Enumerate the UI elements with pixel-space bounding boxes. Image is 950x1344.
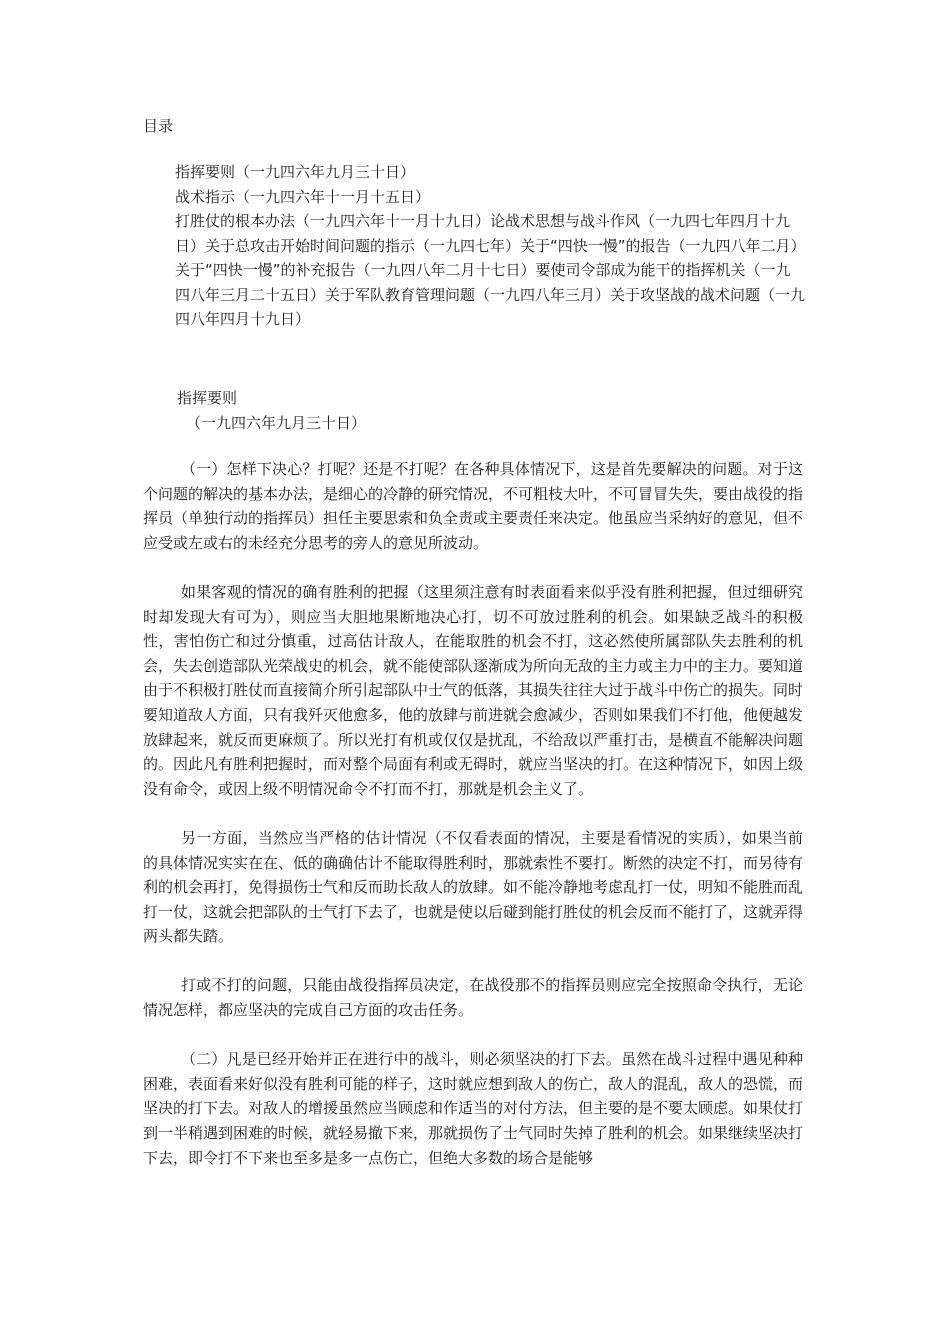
toc-heading: 目录 bbox=[143, 117, 174, 135]
section-body bbox=[143, 457, 803, 1195]
paragraph: 打或不打的问题，只能由战役指挥员决定，在战役那不的指挥员则应完全按照命令执行，无论情况怎样，都应坚决的完成自己方面的攻击任务。 bbox=[143, 976, 803, 1020]
paragraph: 如果客观的情况的确有胜利的把握（这里须注意有时表面看来似乎没有胜利把握，但过细研究时却发现大有可为），则应当大胆地果断地决心打，切不可放过胜利的机会。如果缺乏战斗的积极性，害怕伤亡和过分慎重，过高估计敌人，在能取胜的机会不打，这必然使所属部队失去胜利的机会，失去创造部队光荣战史的机会，就不能使部队逐渐成为所向无敌的主力或主力中的主力。要知道由于不积极打胜仗而直接简介所引起部队中士气的低落，其损失往往大过于战斗中伤亡的损失。同时要知道敌人方面，只有我歼灭他愈多，他的放肆与前进就会愈减少，否则如果我们不打他，他便越发放肆起来，就反而更麻烦了。所以光打有机或仅仅是扰乱，不给敌以严重打击，是横直不能解决问题的。因此凡有胜利把握时，而对整个局面有利或无碍时，就应当坚决的打。在这种情况下，如因上级没有命令，或因上级不明情况命令不打而不打，那就是机会主义了。 bbox=[143, 582, 804, 798]
paragraph: （一）怎样下决心？打呢？还是不打呢？在各种具体情况下，这是首先要解决的问题。对于这个问题的解决的基本办法，是细心的冷静的研究情况，不可粗枝大叶，不可冒冒失失，要由战役的指挥员（单独行动的指挥员）担任主要思索和负全责或主要责任来决定。他虽应当采纳好的意见，但不应受或左或右的未经充分思考的旁人的意见所波动。 bbox=[143, 460, 804, 552]
toc-entry: 战术指示（一九四六年十一月十五日） bbox=[175, 187, 431, 206]
paragraph: 另一方面，当然应当严格的估计情况（不仅看表面的情况，主要是看情况的实质），如果当前的具体情况实实在在、低的确确估计不能取得胜利时，那就索性不要打。断然的决定不打，而另待有利的机会再打，免得损伤士气和反而助长敌人的放肆。如不能冷静地考虑乱打一仗，明知不能胜而乱打一仗，这就会把部队的士气打下去了，也就是使以后碰到能打胜仗的机会反而不能打了，这就弄得两头都失踏。 bbox=[143, 828, 804, 946]
toc-entry: 指挥要则（一九四六年九月三十日） bbox=[175, 163, 416, 181]
section-title: 指挥要则 bbox=[177, 389, 238, 407]
toc-list bbox=[175, 160, 805, 332]
toc-entry: 打胜仗的根本办法（一九四六年十一月十九日）论战术思想与战斗作风（一九四七年四月十九日）关于总攻击开始时间问题的指示（一九四七年）关于“四快一慢”的报告（一九四八年二月）关于“四快一慢”的补充报告（一九四八年二月十七日）要使司令部成为能干的指挥机关（一九四八年三月二十五日）关于军队教育管理问题（一九四八年三月）关于攻坚战的战术问题（一九四八年四月十九日） bbox=[175, 212, 806, 328]
section-date: （一九四六年九月三十日） bbox=[186, 414, 367, 432]
paragraph: （二）凡是已经开始并正在进行中的战斗，则必须坚决的打下去。虽然在战斗过程中遇见种种困难，表面看来好似没有胜利可能的样子，这时就应想到敌人的伤亡，敌人的混乱，敌人的恐慌，而坚决的打下去。对敌人的增援虽然应当顾虑和作适当的对付方法，但主要的是不要太顾虑。如果仗打到一半稍遇到困难的时候，就轻易撤下来，那就损伤了士气同时失掉了胜利的机会。如果继续坚决打下去，即令打不下来也至多是多一点伤亡，但绝大多数的场合是能够 bbox=[143, 1050, 804, 1167]
